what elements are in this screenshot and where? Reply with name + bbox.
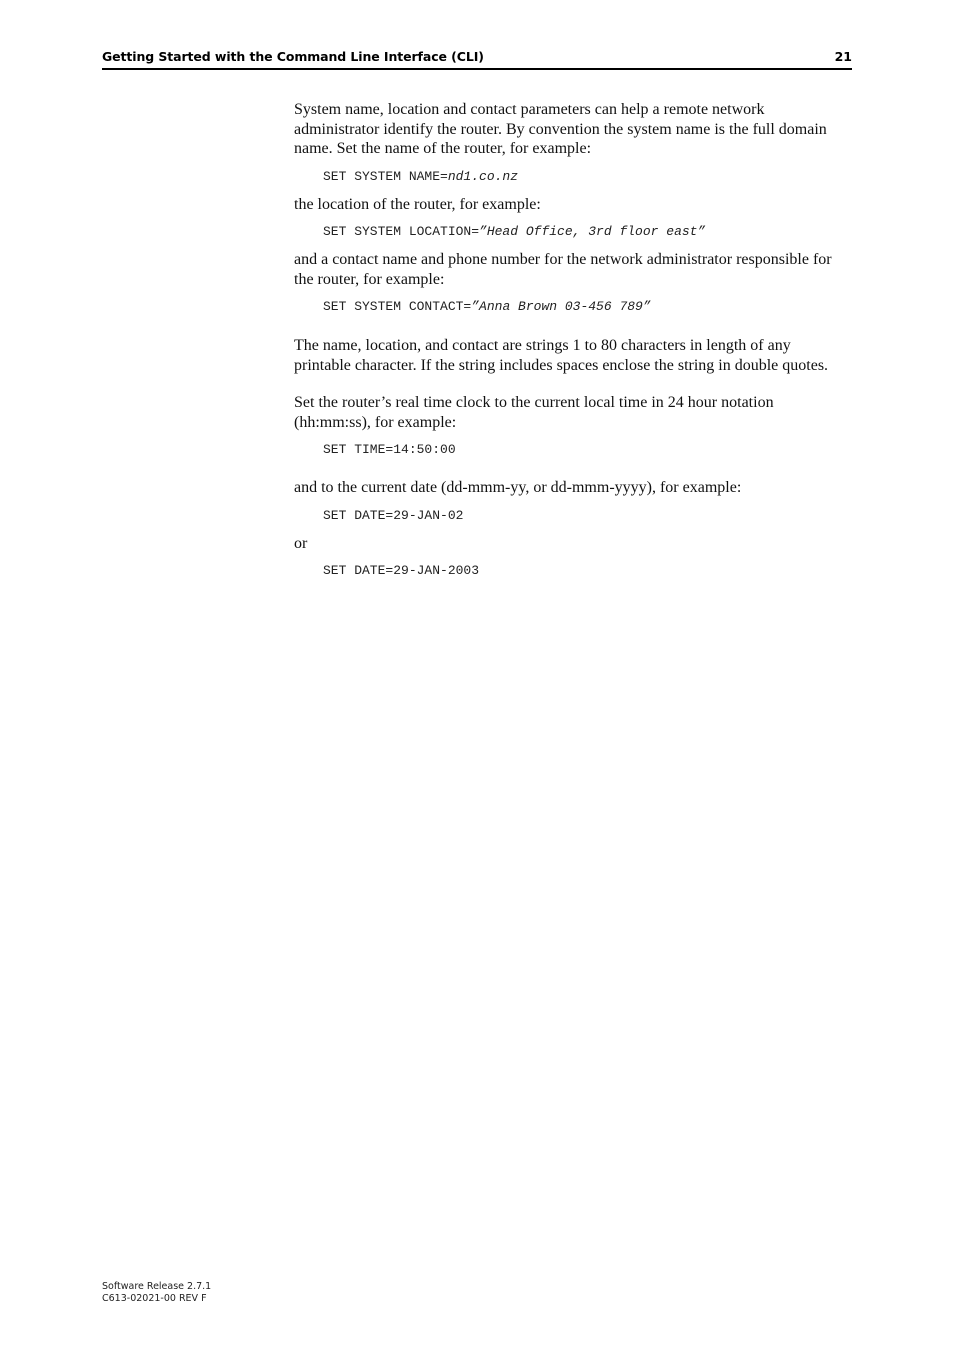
code-argument: nd1.co.nz (447, 168, 519, 184)
footer-doc-number: C613-02021-00 REV F (102, 1292, 207, 1304)
footer-release: Software Release 2.7.1 (102, 1281, 212, 1292)
page-number: 21 (834, 49, 852, 64)
paragraph-set-date: and to the current date (dd-mmm-yy, or dd-mmm-yyyy), for example: (294, 479, 742, 496)
paragraph-set-time: Set the router’s real time clock to the current local time in 24 hour notation (hh:mm:ss), for example: (294, 394, 774, 431)
code-set-date-long: SET DATE=29-JAN-2003 (323, 563, 480, 578)
code-command: SET SYSTEM CONTACT= (323, 299, 472, 314)
page-header (102, 48, 852, 70)
code-set-system-name (294, 169, 844, 185)
paragraph-or: or (294, 534, 308, 552)
header-title: Getting Started with the Command Line Interface (CLI) (102, 49, 484, 64)
paragraph-location: the location of the router, for example: (294, 195, 541, 213)
paragraph-string-rules: The name, location, and contact are strings 1 to 80 characters in length of any printable character. If the string includes spaces enclose the string in double quotes. (294, 337, 829, 374)
code-set-time: SET TIME=14:50:00 (323, 442, 456, 457)
code-set-system-contact (294, 299, 844, 315)
code-command: SET SYSTEM LOCATION= (323, 224, 480, 239)
code-argument: ”Head Office, 3rd floor east” (479, 224, 706, 239)
code-argument: ”Anna Brown 03-456 789” (471, 299, 651, 314)
page-footer (102, 1281, 211, 1304)
paragraph-system-params: System name, location and contact parameters can help a remote network administrator identify the router. By convention the system name is the full domain name. Set the name of the router, for example: (294, 101, 827, 157)
paragraph-contact: and a contact name and phone number for the network administrator responsible for the router, for example: (294, 251, 832, 288)
code-set-system-location (294, 224, 844, 240)
code-set-date-short: SET DATE=29-JAN-02 (323, 507, 464, 523)
code-command: SET SYSTEM NAME= (323, 168, 448, 184)
page-content (294, 100, 844, 579)
